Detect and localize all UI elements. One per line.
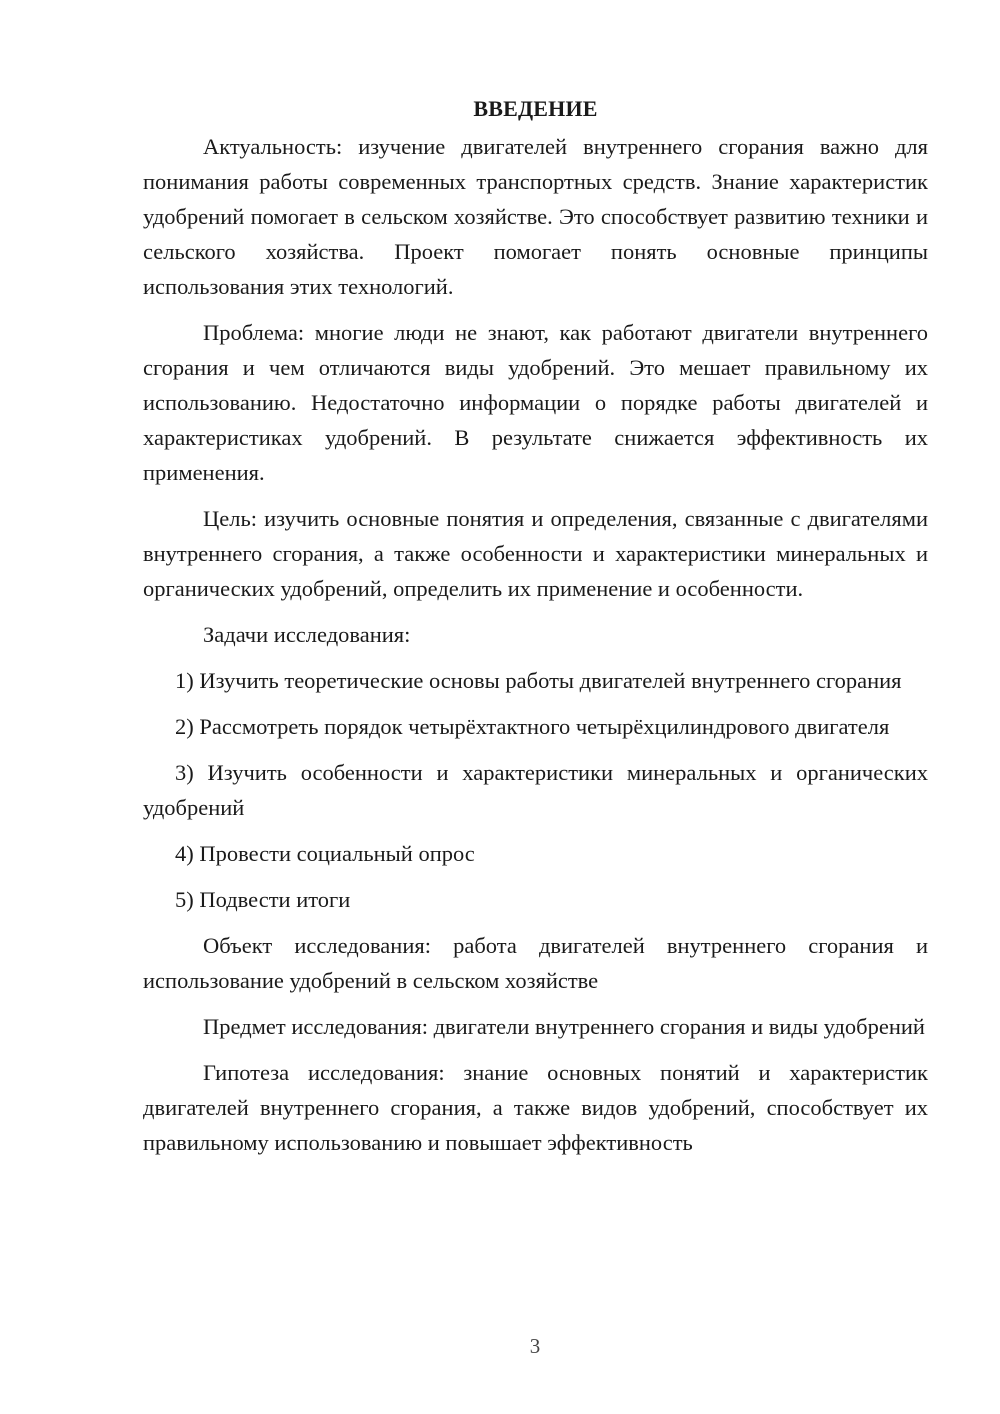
- goal-paragraph: Цель: изучить основные понятия и определения, связанные с двигателями внутреннего сгорания, а также особенности и характеристики минеральных и органических удобрений, определить их применение и особенности.: [143, 506, 928, 601]
- relevance-paragraph: Актуальность: изучение двигателей внутреннего сгорания важно для понимания работы современных транспортных средств. Знание характеристик удобрений помогает в сельском хозяйстве. Это способствует развитию техники и сельского хозяйства. Проект помогает понять основные принципы использования этих технологий.: [143, 134, 928, 299]
- tasks-heading: Задачи исследования:: [203, 622, 411, 647]
- problem-paragraph: Проблема: многие люди не знают, как работают двигатели внутреннего сгорания и чем отличаются виды удобрений. Это мешает правильному их использованию. Недостаточно информации о порядке работы двигателей и характеристиках удобрений. В результате снижается эффективность их применения.: [143, 320, 928, 485]
- hypothesis-paragraph: Гипотеза исследования: знание основных понятий и характеристик двигателей внутреннего сгорания, а также видов удобрений, способствует их правильному использованию и повышает эффективность: [143, 1060, 928, 1155]
- task-item-3: 3) Изучить особенности и характеристики минеральных и органических удобрений: [143, 760, 928, 820]
- task-item-1: 1) Изучить теоретические основы работы двигателей внутреннего сгорания: [175, 668, 902, 693]
- task-item-4: 4) Провести социальный опрос: [175, 841, 475, 866]
- document-page: [143, 94, 928, 1171]
- subject-paragraph: Предмет исследования: двигатели внутреннего сгорания и виды удобрений: [203, 1014, 925, 1039]
- object-paragraph: Объект исследования: работа двигателей внутреннего сгорания и использование удобрений в сельском хозяйстве: [143, 933, 928, 993]
- section-title: ВВЕДЕНИЕ: [473, 96, 598, 121]
- task-item-5: 5) Подвести итоги: [175, 887, 351, 912]
- page-number: 3: [529, 1334, 541, 1358]
- task-item-2: 2) Рассмотреть порядок четырёхтактного четырёхцилиндрового двигателя: [175, 714, 890, 739]
